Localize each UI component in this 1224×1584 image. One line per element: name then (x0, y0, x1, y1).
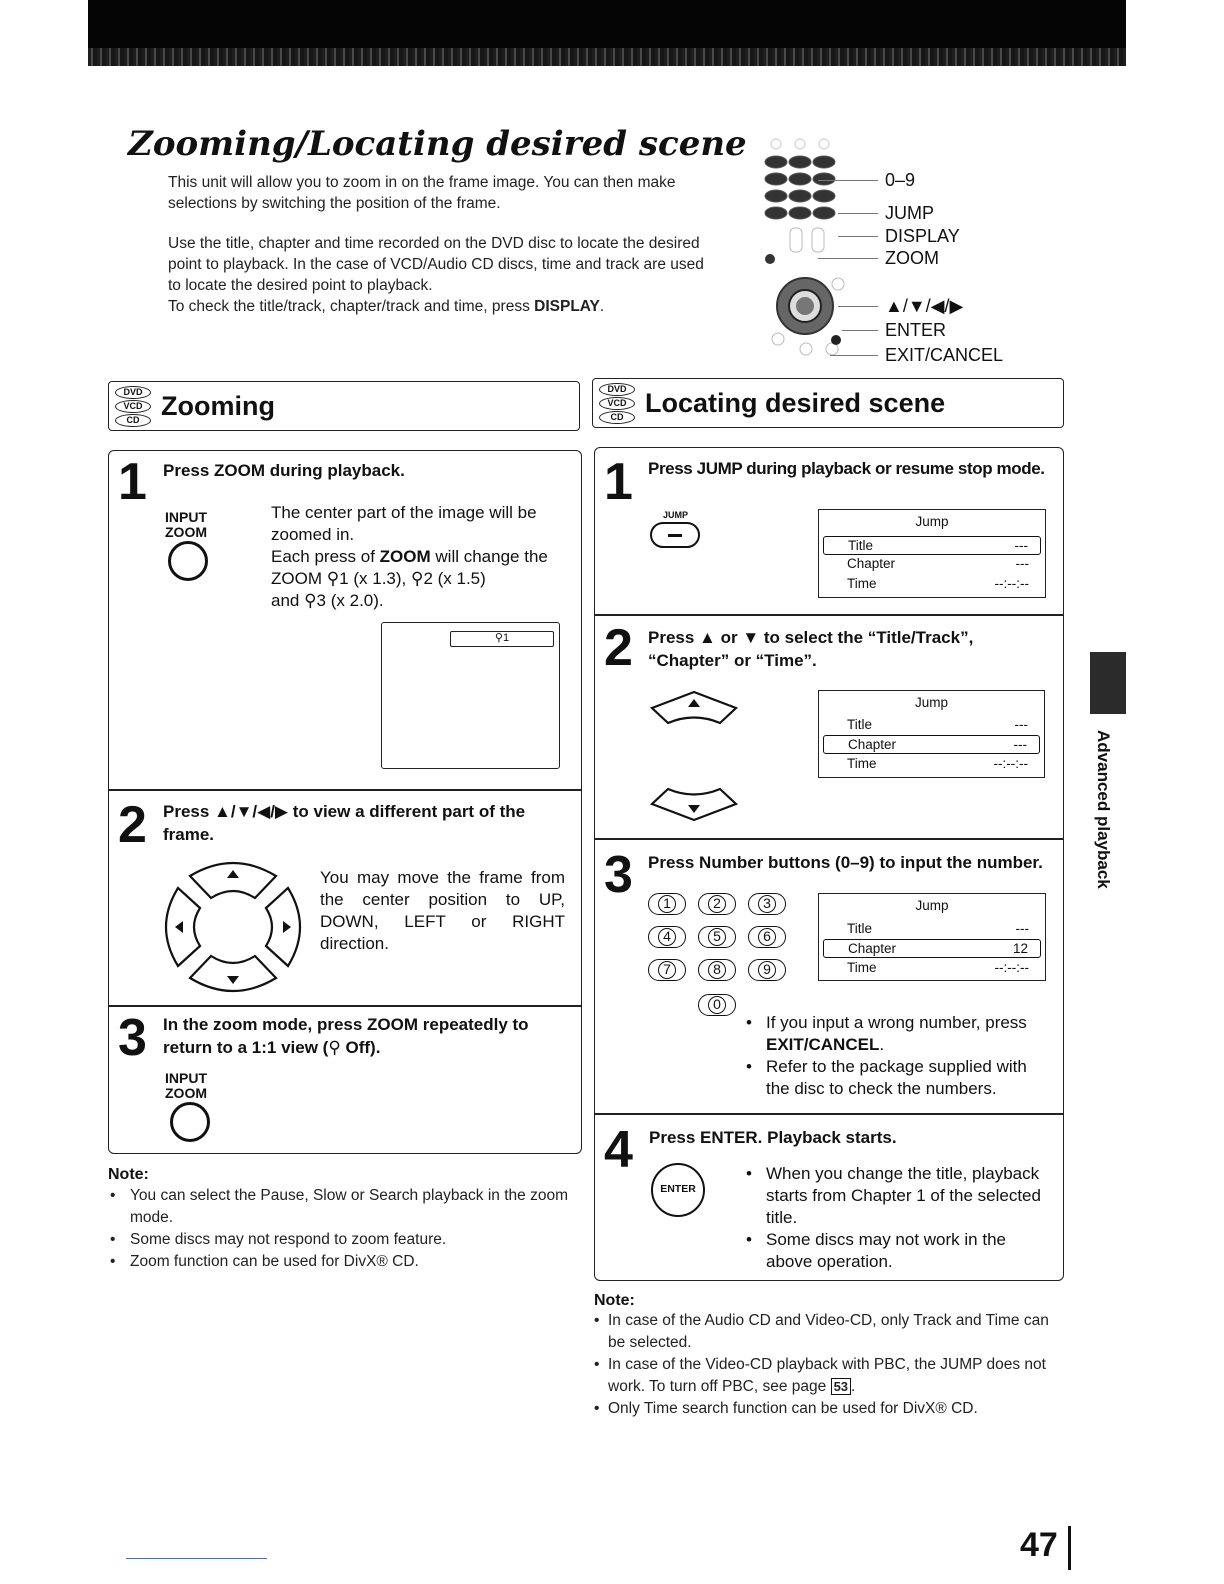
zoom-button-icon (170, 1102, 210, 1142)
step-heading: In the zoom mode, press ZOOM repeatedly to return to a 1:1 view (⚲ Off). (163, 1015, 529, 1057)
direction-pad-icon (160, 856, 306, 998)
dvd-badge: DVD (599, 383, 635, 396)
jump-menu-row: Chapter --- (823, 735, 1040, 754)
note-item: • In case of the Audio CD and Video-CD, only Track and Time can be selected. (594, 1310, 1069, 1354)
jump-label: JUMP (663, 510, 689, 520)
cd-badge: CD (599, 411, 635, 424)
up-arrow-button-icon (648, 690, 740, 731)
number-key: 3 (748, 893, 786, 915)
step-number: 3 (118, 1009, 147, 1067)
jump-menu-row: Title --- (823, 536, 1041, 555)
remote-label-exit-cancel: EXIT/CANCEL (885, 345, 1004, 365)
zoom-step1-text: The center part of the image will be zoomed in. Each press of ZOOM will change the ZOOM ⚲1 (x 1.3), ⚲2 (x 1.5) and ⚲3 (x 2.0). (271, 503, 548, 610)
note-heading: Note: (594, 1292, 635, 1309)
number-key: 2 (698, 893, 736, 915)
zoom-button-icon (168, 541, 208, 581)
remote-label-arrows: ▲/▼/◀/▶ (885, 296, 964, 316)
step-heading: Press JUMP during playback or resume stop mode. (648, 459, 1045, 478)
divider (108, 1005, 582, 1007)
footer-rule (126, 1558, 267, 1559)
callout-line-display (838, 236, 878, 237)
page-number: 47 (1020, 1526, 1058, 1564)
remote-label-0-9: 0–9 (885, 170, 916, 190)
magnifier-icon: ⚲ (328, 1038, 341, 1057)
remote-label-jump: JUMP (885, 203, 934, 223)
zooming-heading: Zooming (161, 391, 275, 421)
step-number: 1 (604, 453, 633, 511)
intro-paragraph-3: To check the title/track, chapter/track and time, press DISPLAY. (168, 298, 605, 315)
callout-line-arrows (838, 306, 878, 307)
vcd-badge: VCD (599, 397, 635, 410)
step-number: 2 (604, 619, 633, 677)
jump-menu-title: Jump (915, 898, 949, 913)
zoom-step2-text: You may move the frame from the center position to UP, DOWN, LEFT or RIGHT direction. (320, 868, 565, 953)
vcd-badge: VCD (115, 400, 151, 413)
bullet-item: • Some discs may not work in the above operation. (744, 1229, 1054, 1273)
note-item: • You can select the Pause, Slow or Search playback in the zoom mode. (110, 1185, 570, 1229)
step-number: 1 (118, 453, 147, 511)
note-item: • Some discs may not respond to zoom feature. (110, 1229, 570, 1251)
input-label: INPUT (165, 1070, 207, 1086)
note-item: • Only Time search function can be used for DivX® CD. (594, 1398, 1069, 1420)
zoom-notes-list (110, 1185, 570, 1273)
intro-paragraph-1: This unit will allow you to zoom in on the frame image. You can then make selections by switching the position of the frame. (168, 174, 676, 212)
number-key: 1 (648, 893, 686, 915)
tv-screen-illustration (381, 622, 560, 769)
down-arrow-button-icon (648, 786, 740, 827)
number-key: 0 (698, 994, 736, 1016)
bullet-item: • If you input a wrong number, press EXIT/CANCEL. (744, 1012, 1054, 1056)
callout-line-exit (830, 355, 878, 356)
bullet-item: • Refer to the package supplied with the disc to check the numbers. (744, 1056, 1054, 1100)
jump-menu-row: Time --:--:-- (847, 756, 1028, 771)
magnifier-icon: ⚲ (326, 569, 340, 588)
zoom-label: ZOOM (165, 524, 207, 540)
jump-menu (818, 509, 1046, 598)
callout-line-0-9 (818, 180, 878, 181)
direction-pad-illustration (160, 856, 306, 998)
number-key: 7 (648, 959, 686, 981)
callout-line-zoom (818, 258, 878, 259)
jump-menu (818, 690, 1045, 778)
zooming-section-header (108, 381, 580, 431)
jump-menu-row: Time --:--:-- (847, 960, 1029, 975)
locate-notes-list (594, 1310, 1069, 1420)
divider (594, 614, 1064, 616)
note-item: • Zoom function can be used for DivX® CD. (110, 1251, 570, 1273)
zoom-label: ZOOM (165, 1085, 207, 1101)
jump-menu-row: Chapter --- (847, 556, 1029, 571)
jump-menu (818, 893, 1046, 981)
page-reference-link[interactable]: 53 (831, 1378, 851, 1395)
locating-heading: Locating desired scene (645, 388, 946, 418)
page-number-bar (1068, 1526, 1071, 1570)
jump-menu-row: Chapter 12 (823, 939, 1041, 958)
divider (594, 838, 1064, 840)
step-number: 2 (118, 796, 147, 854)
dvd-badge: DVD (115, 386, 151, 399)
step-number: 3 (604, 846, 633, 904)
number-key: 5 (698, 926, 736, 948)
magnifier-icon: ⚲ (304, 591, 317, 610)
number-key: 6 (748, 926, 786, 948)
zoom-indicator: ⚲1 (450, 631, 554, 647)
step-heading: Press ZOOM during playback. (163, 461, 405, 480)
header-band-texture (88, 48, 1126, 66)
jump-menu-row: Title --- (847, 717, 1028, 732)
magnifier-icon: ⚲ (494, 632, 503, 644)
step-heading: Press ▲ or ▼ to select the “Title/Track”, “Chapter” or “Time”. (648, 628, 974, 670)
step-heading: Press ▲/▼/◀/▶ to view a different part of the frame. (163, 802, 526, 844)
step-heading: Press ENTER. Playback starts. (649, 1128, 897, 1147)
number-key: 4 (648, 926, 686, 948)
number-key: 8 (698, 959, 736, 981)
divider (108, 789, 582, 791)
jump-menu-row: Time --:--:-- (847, 576, 1029, 591)
intro-paragraph-2: Use the title, chapter and time recorded on the DVD disc to locate the desired point to playback. In the case of VCD/Audio CD discs, time and track are used to locate the desired point to playback. (168, 235, 704, 294)
remote-label-zoom: ZOOM (885, 248, 939, 268)
callout-line-enter (842, 330, 878, 331)
step4-bullets (744, 1163, 1054, 1273)
enter-button-icon: ENTER (651, 1163, 705, 1217)
step-number: 4 (604, 1121, 633, 1179)
jump-menu-title: Jump (914, 695, 948, 710)
note-item: • In case of the Video-CD playback with PBC, the JUMP does not work. To turn off PBC, see page 53 . (594, 1354, 1069, 1398)
page-title: Zooming/Locating desired scene (128, 124, 747, 164)
jump-button-icon (650, 522, 700, 548)
jump-menu-row: Title --- (847, 921, 1029, 936)
step3-bullets (744, 1012, 1054, 1100)
input-label: INPUT (165, 509, 207, 525)
callout-line-jump (838, 213, 878, 214)
number-keypad-icon (648, 893, 798, 1019)
disc-type-badges (599, 383, 639, 425)
magnifier-icon: ⚲ (410, 569, 424, 588)
divider (594, 1113, 1064, 1115)
bullet-item: • When you change the title, playback starts from Chapter 1 of the selected title. (744, 1163, 1054, 1229)
note-heading: Note: (108, 1166, 149, 1183)
chapter-tab (1090, 652, 1126, 714)
step-heading: Press Number buttons (0–9) to input the number. (648, 853, 1043, 872)
number-key: 9 (748, 959, 786, 981)
remote-label-display: DISPLAY (885, 226, 960, 246)
chapter-tab-label: Advanced playback (1094, 730, 1113, 889)
cd-badge: CD (115, 414, 151, 427)
locating-section-header (592, 378, 1064, 428)
remote-label-enter: ENTER (885, 320, 947, 340)
disc-type-badges (115, 386, 155, 428)
jump-menu-title: Jump (915, 514, 949, 529)
